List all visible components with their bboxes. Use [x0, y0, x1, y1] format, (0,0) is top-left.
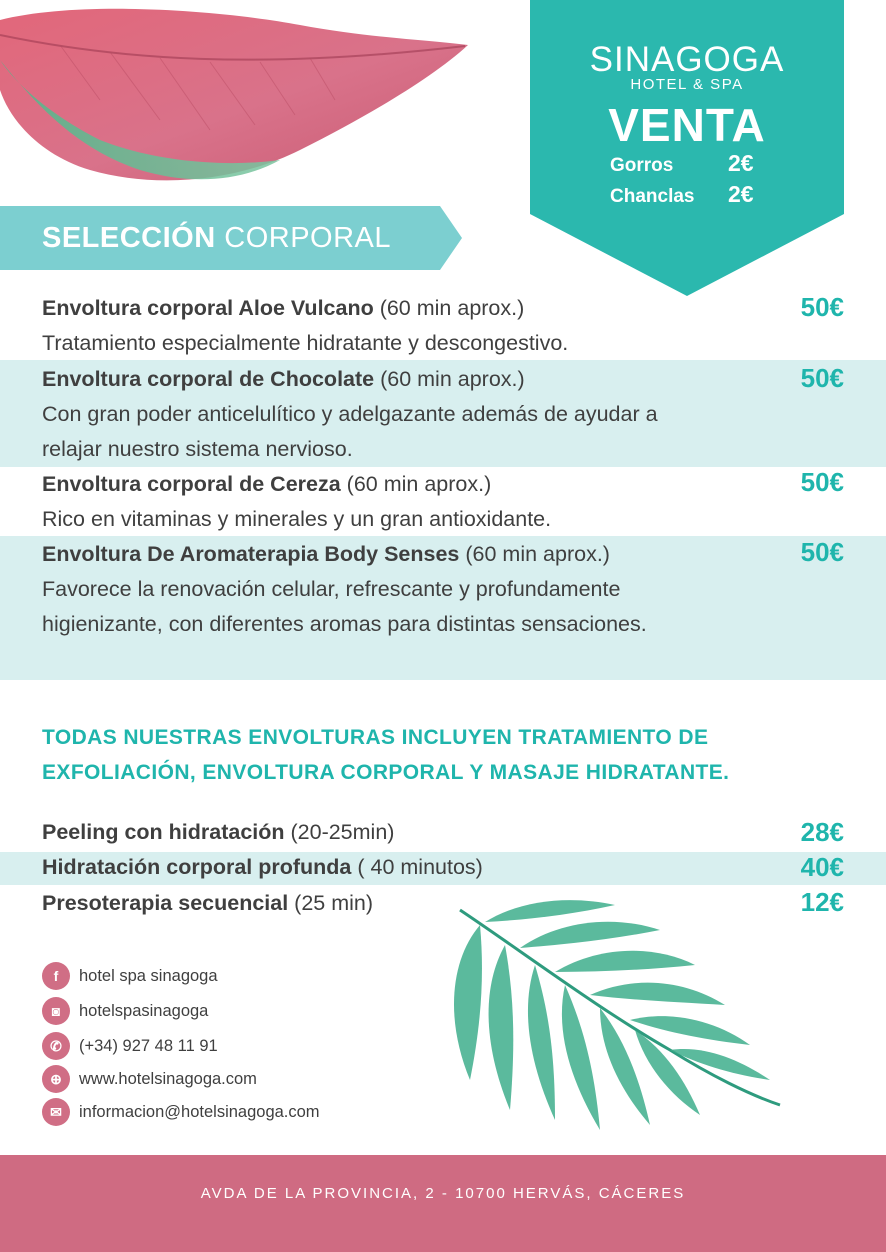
- treatment-description: Rico en vitaminas y minerales y un gran antioxidante.: [42, 507, 552, 531]
- sale-item-label: Chanclas: [610, 186, 695, 207]
- phone-icon: ✆: [42, 1032, 70, 1060]
- sale-item: [610, 181, 754, 208]
- venta-title: VENTA: [608, 99, 766, 151]
- treatment-item: [42, 467, 842, 537]
- contact-text: informacion@hotelsinagoga.com: [79, 1102, 320, 1121]
- globe-icon: ⊕: [42, 1065, 70, 1093]
- extra-price: 12€: [800, 887, 844, 917]
- section-title: SELECCIÓN CORPORAL: [42, 222, 392, 254]
- contact-instagram[interactable]: [42, 996, 208, 1026]
- section-banner: [0, 206, 462, 270]
- treatment-description: Con gran poder anticelulítico y adelgazante además de ayudar a relajar nuestro sistema nervioso.: [42, 402, 658, 461]
- extra-item: [42, 891, 373, 916]
- extra-price: 40€: [800, 852, 844, 882]
- treatment-name: Envoltura corporal Aloe Vulcano: [42, 296, 374, 320]
- extra-duration: ( 40 minutos): [351, 855, 483, 879]
- instagram-icon: ◙: [42, 997, 70, 1025]
- footer-address: AVDA DE LA PROVINCIA, 2 - 10700 HERVÁS, CÁCERES: [200, 1185, 686, 1202]
- treatment-duration: (60 min aprox.): [459, 542, 610, 566]
- treatment-name: Envoltura De Aromaterapia Body Senses: [42, 542, 460, 566]
- facebook-icon: f: [42, 962, 70, 990]
- extra-item: [42, 820, 394, 845]
- pink-leaf-illustration: [0, 0, 470, 190]
- treatment-duration: (60 min aprox.): [373, 296, 525, 320]
- contact-email[interactable]: [42, 1097, 320, 1127]
- contact-text: hotel spa sinagoga: [79, 966, 218, 985]
- contact-text: hotelspasinagoga: [79, 1001, 209, 1020]
- sale-item: [610, 150, 754, 177]
- treatment-name: Envoltura corporal de Cereza: [42, 472, 341, 496]
- extra-duration: (20-25min): [284, 820, 395, 844]
- sale-item-price: 2€: [728, 150, 754, 176]
- treatment-duration: (60 min aprox.): [374, 367, 525, 391]
- treatment-duration: (60 min aprox.): [340, 472, 492, 496]
- extra-name: Peeling con hidratación: [42, 820, 285, 844]
- sale-item-label: Gorros: [610, 155, 674, 176]
- extra-name: Hidratación corporal profunda: [42, 855, 352, 879]
- treatment-price: 50€: [800, 363, 844, 393]
- treatment-price: 50€: [800, 537, 844, 567]
- treatment-item: [42, 537, 722, 642]
- treatment-price: 50€: [800, 467, 844, 497]
- contact-phone[interactable]: [42, 1031, 218, 1061]
- treatment-item: [42, 291, 842, 361]
- brand-subtitle: HOTEL & SPA: [630, 76, 744, 93]
- sales-badge: [530, 0, 844, 296]
- sale-item-price: 2€: [728, 181, 754, 207]
- treatment-price: 50€: [800, 292, 844, 322]
- treatment-item: [42, 362, 722, 467]
- contact-website[interactable]: [42, 1064, 257, 1094]
- treatment-description: Tratamiento especialmente hidratante y descongestivo.: [42, 331, 569, 355]
- extra-price: 28€: [800, 817, 844, 847]
- contact-text: (+34) 927 48 11 91: [79, 1036, 218, 1055]
- extra-duration: (25 min): [288, 891, 374, 915]
- footer: [0, 1155, 886, 1252]
- contact-text: www.hotelsinagoga.com: [79, 1069, 257, 1088]
- treatment-name: Envoltura corporal de Chocolate: [42, 367, 375, 391]
- inclusion-note: TODAS NUESTRAS ENVOLTURAS INCLUYEN TRATAMIENTO DE EXFOLIACIÓN, ENVOLTURA CORPORAL Y MASAJE HIDRATANTE.: [42, 726, 730, 784]
- palm-leaf-illustration: [440, 890, 790, 1140]
- treatment-description: Favorece la renovación celular, refrescante y profundamente higienizante, con diferentes aromas para distintas sensaciones.: [42, 577, 647, 636]
- mail-icon: ✉: [42, 1098, 70, 1126]
- contact-facebook[interactable]: [42, 961, 218, 991]
- extra-name: Presoterapia secuencial: [42, 891, 289, 915]
- brand-name: SINAGOGA: [589, 40, 785, 79]
- extra-item: [42, 855, 483, 880]
